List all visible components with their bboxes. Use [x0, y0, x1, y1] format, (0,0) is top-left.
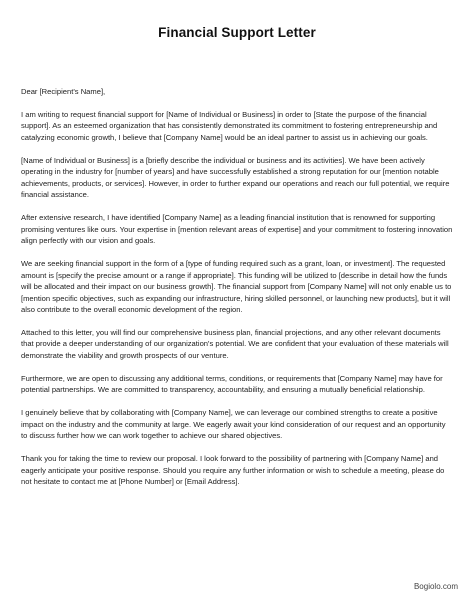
letter-body	[21, 86, 453, 499]
letter-greeting: Dear [Recipient's Name],	[21, 87, 106, 96]
paragraph-research: After extensive research, I have identified [Company Name] as a leading financial institution that is renowned for supporting promising ventures like ours. Your expertise in [mention relevant areas of expertise] and your commitment to fostering innovation align perfectly with our vision and goals.	[21, 213, 453, 246]
paragraph-background: [Name of Individual or Business] is a [briefly describe the individual or business and its activities]. We have been actively operating in the industry for [number of years] and have successfully established a strong reputation for our [mention notable achievements, products, or services]. However, in order to further expand our operations and reach our full potential, we require financial assistance.	[21, 155, 450, 200]
paragraph-collaboration: I genuinely believe that by collaborating with [Company Name], we can leverage our combined strengths to create a positive impact on the industry and the community at large. We eagerly await your kind consideration of our request and an opportunity to discuss further how we can work together to achieve our shared objectives.	[21, 408, 446, 441]
footer-watermark: Bogiolo.com	[413, 582, 458, 591]
paragraph-terms: Furthermore, we are open to discussing any additional terms, conditions, or requirements that [Company Name] may have for potential partnerships. We are committed to transparency, accountability, and ensuring a mutually beneficial relationship.	[21, 373, 443, 395]
paragraph-attachments: Attached to this letter, you will find our comprehensive business plan, financial projections, and any other relevant documents that provide a deeper understanding of our organization's potential. We are confident that your evaluation of these materials will demonstrate the viability and growth prospects of our venture.	[21, 327, 449, 360]
paragraph-funding-request: We are seeking financial support in the form of a [type of funding required such as a grant, loan, or investment]. The requested amount is [specify the precise amount or a range if appropriate]. This funding will be utilized to [describe in detail how the funds will be allocated and their impact on our business growth]. The financial support from [Company Name] will not only enable us to [mention specific objectives, such as expanding our infrastructure, hiring skilled personnel, or launching new products], but it will also contribute to the overall economic development of the region.	[21, 259, 452, 315]
page-title: Financial Support Letter	[158, 25, 316, 40]
paragraph-closing: Thank you for taking the time to review our proposal. I look forward to the possibility of partnering with [Company Name] and eagerly anticipate your positive response. Should you require any further information or wish to schedule a meeting, please do not hesitate to contact me at [Phone Number] or [Email Address].	[21, 454, 445, 487]
paragraph-purpose: I am writing to request financial support for [Name of Individual or Business] in order to [State the purpose of the financial support]. As an esteemed organization that has consistently demonstrated its commitment to fostering entrepreneurship and catalyzing economic growth, I believe that [Company Name] would be an ideal partner to assist us in achieving our goals.	[21, 109, 438, 142]
